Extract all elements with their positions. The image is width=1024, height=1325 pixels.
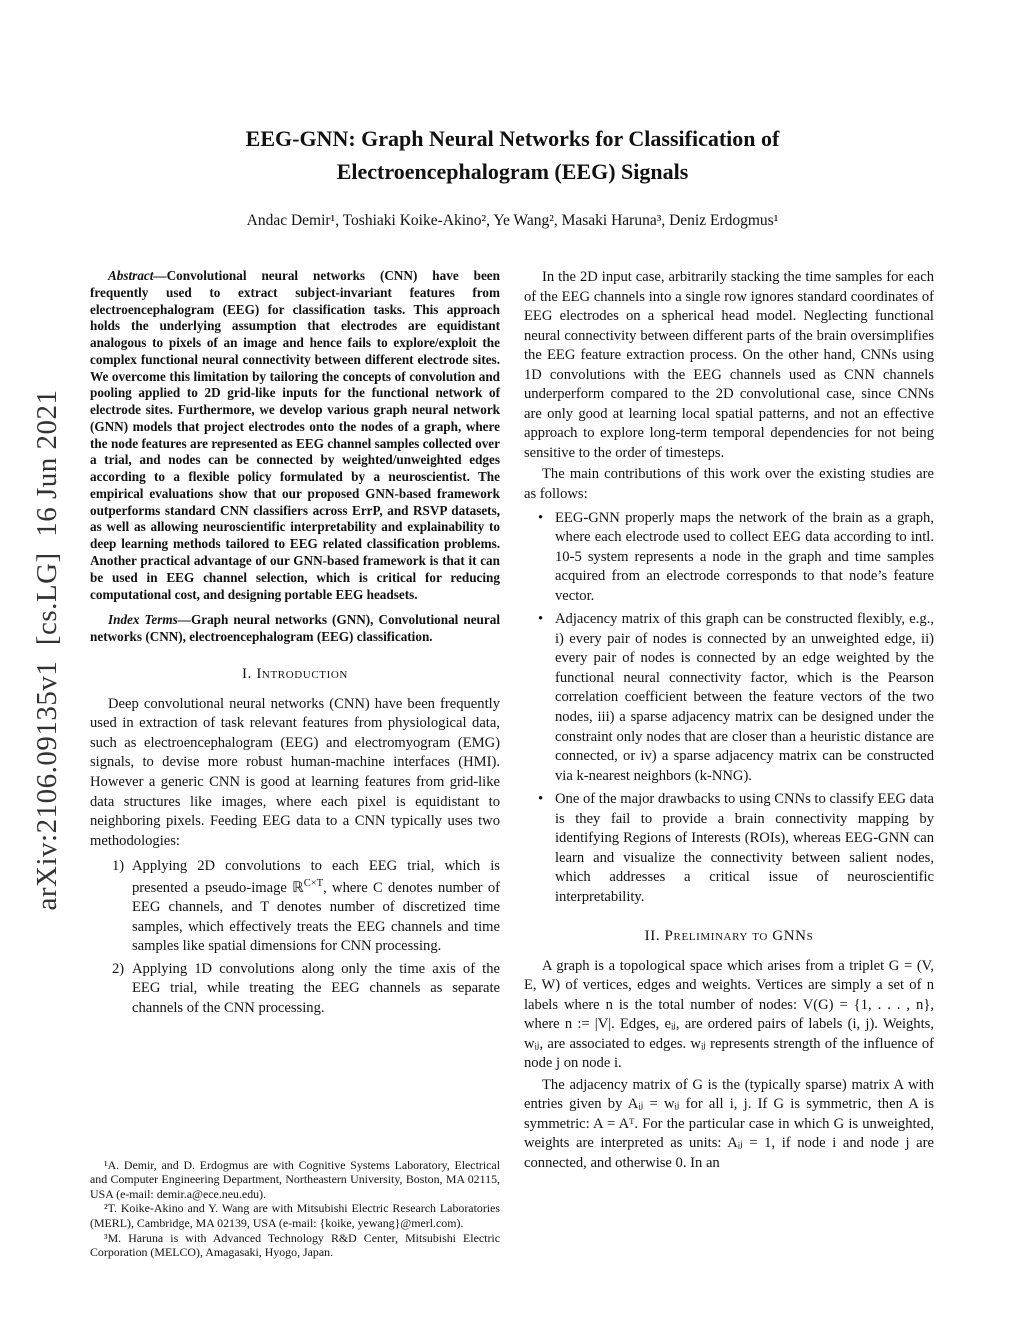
- contribution-item-3: [538, 790, 934, 907]
- contribution-item-2-text: Adjacency matrix of this graph can be constructed flexibly, e.g., i) every pair of nodes is connected by an unweighted edge, ii) every pair of nodes is connected by an edge weighted by the functional neural connectivity factor, which is the Pearson correlation coefficient between the feature vectors of the two nodes, iii) a sparse adjacency matrix can be designed under the constraint only nodes that are closer than a heuristic distance are connected, or iv) a sparse adjacency matrix can be constructed via k-nearest neighbors (k-NNG).: [555, 611, 934, 784]
- right-paragraph-1: In the 2D input case, arbitrarily stacking the time samples for each of the EEG channels into a single row ignores standard coordinates of EEG electrodes on a spherical head model. Neglecting functional neural connectivity between different parts of the brain oversimplifies the EEG feature extraction process. On the other hand, CNNs using 1D convolutions with the EEG channels used as CNN channels underperform compared to the 2D convolutional case, since CNNs are only good at learning local spatial patterns, and not an effective approach to explore long-term temporal dependencies for not being sensitive to the order of timesteps.: [524, 269, 934, 461]
- list-item-2: [90, 960, 500, 1019]
- index-terms-label: Index Terms—: [108, 612, 191, 628]
- title-line-2: Electroencephalogram (EEG) Signals: [336, 159, 689, 184]
- list-item-2-marker: 2): [112, 960, 125, 977]
- list-item-2-text: Applying 1D convolutions along only the time axis of the EEG trial, while treating the EEG channels as separate channels of the CNN processing.: [132, 960, 500, 1016]
- list-item-1-text-after: , where C denotes number of EEG channels, and T denotes number of discretized time samples, which effectively treats the EEG channels and time samples like spatial dimensions for CNN processing.: [132, 879, 500, 955]
- right-paragraph-2: The main contributions of this work over the existing studies are as follows:: [524, 466, 934, 503]
- bullet-icon: •: [538, 509, 544, 526]
- two-column-body: [90, 268, 935, 1260]
- arxiv-watermark: arXiv:2106.09135v1 [cs.LG] 16 Jun 2021: [31, 389, 63, 911]
- contribution-item-1-text: EEG-GNN properly maps the network of the brain as a graph, where each electrode used to collect EEG data according to intl. 10-5 system represents a node in the graph and time samples acquired from an electrode corresponds to that node’s feature vector.: [555, 509, 934, 604]
- abstract-paragraph: [90, 268, 500, 603]
- footnote-2: ²T. Koike-Akino and Y. Wang are with Mitsubishi Electric Research Laboratories (MERL), Cambridge, MA 02139, USA (e-mail: {koike, yewang}@merl.com).: [90, 1201, 500, 1231]
- index-terms-text: Graph neural networks (GNN), Convolutional neural networks (CNN), electroencephalogram (EEG) classification.: [90, 612, 501, 645]
- list-item-1-superscript: C×T: [303, 877, 324, 889]
- list-item-1-marker: 1): [112, 858, 125, 875]
- section-heading-introduction: I. Introduction: [242, 665, 348, 682]
- footnote-1: ¹A. Demir, and D. Erdogmus are with Cognitive Systems Laboratory, Electrical and Computer Engineering Department, Northeastern University, Boston, MA 02115, USA (e-mail: demir.a@ece.neu.edu).: [90, 1157, 500, 1201]
- contribution-item-1: [538, 509, 934, 607]
- bullet-icon: •: [538, 611, 544, 628]
- contribution-item-2: [538, 610, 934, 786]
- title-line-1: EEG-GNN: Graph Neural Networks for Classification of: [245, 126, 780, 151]
- contribution-item-3-text: One of the major drawbacks to using CNNs to classify EEG data is they fail to provide a brain connectivity mapping by identifying Regions of Interests (ROIs), whereas EEG-GNN can learn and visualize the connectivity between salient nodes, which addresses a critical issue of neuroscientific interpretability.: [555, 791, 934, 905]
- right-paragraph-4: The adjacency matrix of G is the (typically sparse) matrix A with entries given by Aᵢⱼ = wᵢⱼ for all i, j. If G is symmetric, then A is symmetric: A = Aᵀ. For the particular case in which G is unweighted, weights are interpreted as units: Aᵢⱼ = 1, if node i and node j are connected, and otherwise 0. In an: [524, 1076, 934, 1171]
- right-column: [524, 268, 934, 1260]
- left-column: [90, 268, 500, 1260]
- methodology-list: [90, 854, 500, 1018]
- footnote-3: ³M. Haruna is with Advanced Technology R&D Center, Mitsubishi Electric Corporation (MELCO), Amagasaki, Hyogo, Japan.: [90, 1230, 500, 1260]
- abstract-label: Abstract—: [108, 268, 167, 283]
- list-item-1: [90, 857, 500, 957]
- authors-line: Andac Demir¹, Toshiaki Koike-Akino², Ye Wang², Masaki Haruna³, Deniz Erdogmus¹: [246, 212, 779, 229]
- paper-title: [90, 122, 935, 188]
- bullet-icon: •: [538, 791, 544, 808]
- index-terms-paragraph: [90, 612, 500, 646]
- introduction-paragraph: Deep convolutional neural networks (CNN) have been frequently used in extraction of task relevant features from physiological data, such as electroencephalogram (EEG) and electromyogram (EMG) signals, to devise more robust human-machine interfaces (HMI). However a generic CNN is good at learning features from grid-like data structures like images, where each pixel is equidistant to neighboring pixels. Feeding EEG data to a CNN typically uses two methodologies:: [90, 695, 500, 849]
- paper-content: [90, 0, 935, 1260]
- list-item-1-text-before: Applying 2D convolutions to each EEG trial, which is presented a pseudo-image ℝ: [132, 858, 500, 896]
- right-paragraph-3: A graph is a topological space which arises from a triplet G = (V, E, W) of vertices, edges and weights. Vertices are simply a set of n labels where n is the total number of nodes: V(G) = {1, . . . , n}, where n := |V|. Edges, eᵢⱼ, are ordered pairs of labels (i, j). Weights, wᵢⱼ, are associated to edges. wᵢⱼ represents strength of the influence of node j on node i.: [524, 957, 934, 1072]
- author-footnotes: [90, 1158, 500, 1260]
- abstract-text: Convolutional neural networks (CNN) have been frequently used to extract subject-invariant features from electroencephalogram (EEG) for classification tasks. This approach holds the underlying assumption that electrodes are equidistant analogous to pixels of an image and hence fails to explore/exploit the complex functional neural connectivity between different electrode sites. We overcome this limitation by tailoring the concepts of convolution and pooling applied to 2D grid-like inputs for the functional network of electrode sites. Furthermore, we develop various graph neural network (GNN) models that project electrodes onto the nodes of a graph, where the node features are represented as EEG channel samples collected over a trial, and nodes can be connected by weighted/unweighted edges according to a flexible policy formulated by a neuroscientist. The empirical evaluations show that our proposed GNN-based framework outperforms standard CNN classifiers across ErrP, and RSVP datasets, as well as allowing neuroscientific interpretability and explainability to deep learning methods tailored to EEG related classification problems. Another practical advantage of our GNN-based framework is that it can be used in EEG channel selection, which is critical for reducing computational cost, and designing portable EEG headsets.: [90, 268, 500, 602]
- contributions-list: [524, 509, 934, 908]
- section-heading-preliminary: II. Preliminary to GNNs: [644, 927, 814, 944]
